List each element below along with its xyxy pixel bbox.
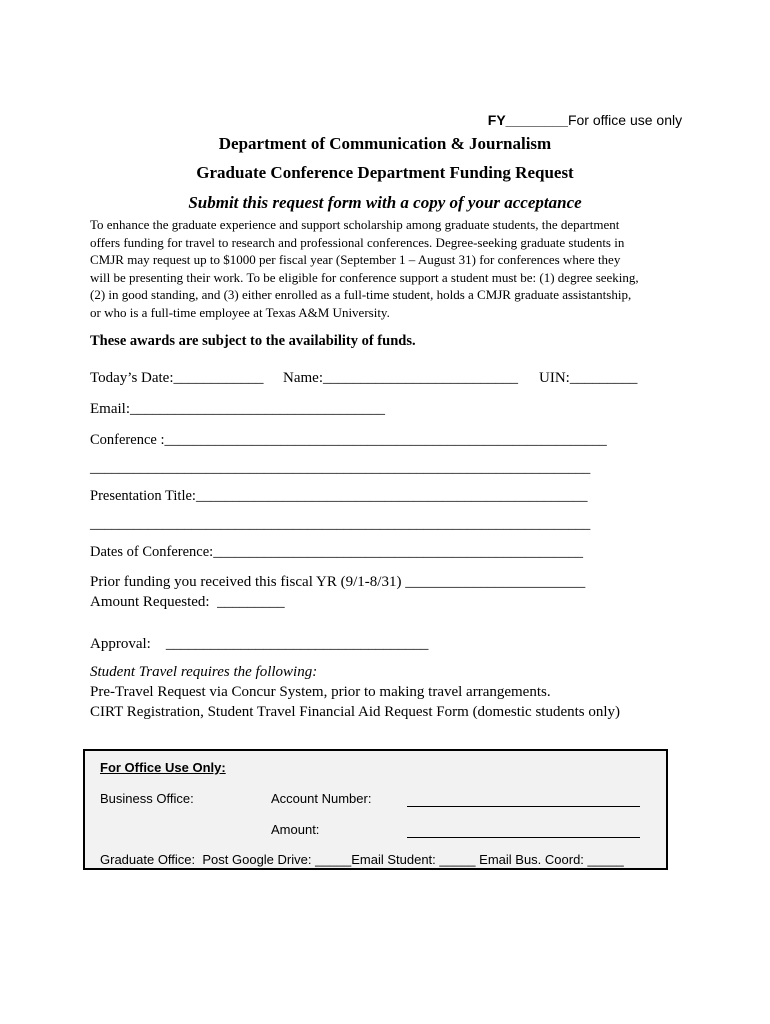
travel-requirements-heading: Student Travel requires the following: (90, 664, 318, 680)
travel-requirement-line: Pre-Travel Request via Concur System, prior to making travel arrangements. (90, 684, 551, 700)
intro-line: To enhance the graduate experience and support scholarship among graduate students, the department (90, 217, 620, 232)
office-use-box (83, 749, 668, 870)
office-use-label: For office use only (567, 112, 683, 128)
email-field[interactable]: Email:__________________________________ (90, 401, 385, 417)
intro-line: (2) in good standing, and (3) either enrolled as a full-time student, holds a CMJR graduate assistantship, (90, 287, 632, 303)
conference-dates-field[interactable]: Dates of Conference:___________________________________________________ (90, 544, 583, 560)
presentation-title-field[interactable]: Presentation Title:______________________________________________________ (90, 488, 588, 504)
graduate-office-line[interactable]: Graduate Office: Post Google Drive: _____Email Student: _____ Email Bus. Coord: _____ (100, 852, 624, 867)
amount-label: Amount: (271, 822, 320, 837)
intro-paragraph (90, 216, 690, 322)
account-number-label: Account Number: (271, 791, 372, 806)
name-field[interactable]: Name:__________________________ (283, 370, 518, 386)
approval-field[interactable]: Approval: ___________________________________ (90, 636, 429, 652)
intro-line: offers funding for travel to research and professional conferences. Degree-seeking graduate students in (90, 234, 625, 250)
todays-date-field[interactable]: Today’s Date:____________ (90, 370, 264, 386)
conference-continuation-field[interactable]: _____________________________________________________________________ (90, 460, 591, 476)
account-number-input[interactable] (407, 794, 640, 807)
office-use-tag (480, 96, 682, 128)
intro-line: or who is a full-time employee at Texas A&M University. (90, 304, 390, 320)
business-office-label: Business Office: (100, 791, 194, 806)
presentation-title-continuation-field[interactable]: _____________________________________________________________________ (90, 516, 591, 532)
amount-input[interactable] (407, 825, 640, 838)
submission-instruction: Submit this request form with a copy of your acceptance (188, 193, 582, 212)
conference-field[interactable]: Conference :_____________________________________________________________ (90, 432, 607, 448)
intro-line: CMJR may request up to $1000 per fiscal year (September 1 – August 31) for conferences where they (90, 252, 621, 268)
amount-requested-field[interactable]: Amount Requested: _________ (90, 594, 285, 610)
intro-line: will be presenting their work. To be eligible for conference support a student must be: (1) degree seeking, (90, 269, 639, 285)
form-title: Graduate Conference Department Funding Request (196, 163, 574, 182)
travel-requirement-line: CIRT Registration, Student Travel Financial Aid Request Form (domestic students only) (90, 704, 621, 720)
prior-funding-field[interactable]: Prior funding you received this fiscal YR (9/1-8/31) ________________________ (90, 574, 586, 590)
office-use-title: For Office Use Only: (100, 760, 226, 775)
uin-field[interactable]: UIN:_________ (539, 370, 638, 386)
funds-availability-note: These awards are subject to the availability of funds. (90, 333, 416, 349)
fiscal-year-field[interactable]: FY________ (487, 112, 568, 128)
department-title: Department of Communication & Journalism (218, 134, 552, 153)
